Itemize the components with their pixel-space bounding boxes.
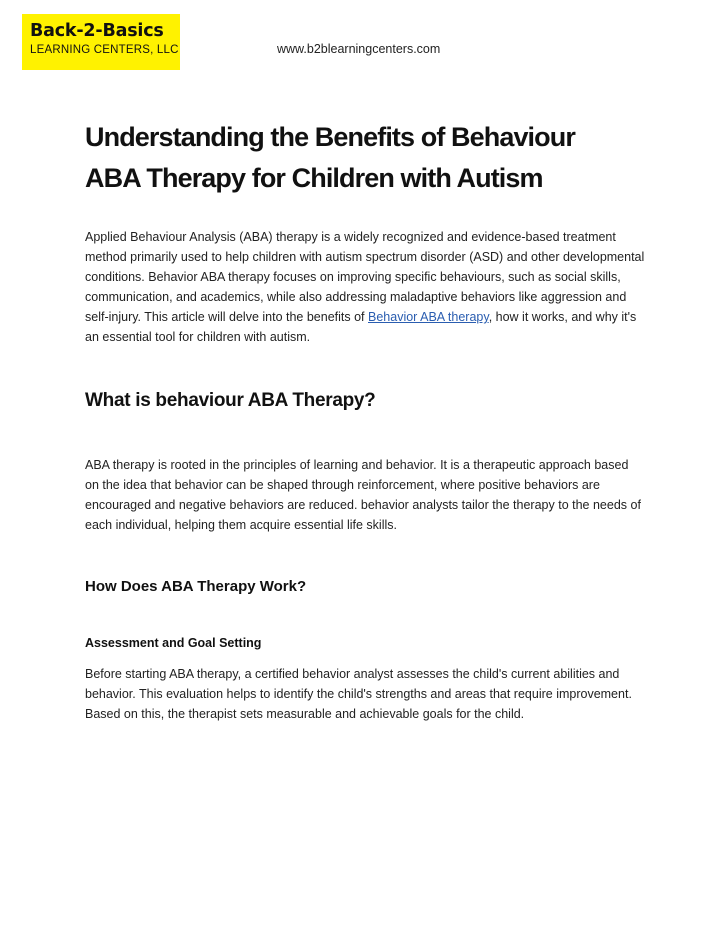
assessment-subheading: Assessment and Goal Setting (85, 636, 262, 650)
title-line-1: Understanding the Benefits of Behaviour (85, 122, 575, 152)
logo-sub-text: LEARNING CENTERS, LLC (30, 44, 179, 56)
what-is-aba-paragraph: ABA therapy is rooted in the principles of learning and behavior. It is a therapeutic approach based on the idea that behavior can be shaped through reinforcement, where positive behaviors are encouraged and negative behaviors are reduced. behavior analysts tailor the therapy to the needs of each individual, helping them acquire essential life skills. (85, 458, 641, 532)
intro-text-after-link: , how it works, and why it's an essential tool for children with autism. (85, 310, 637, 344)
how-aba-works-heading: How Does ABA Therapy Work? (85, 578, 307, 595)
page-title (85, 117, 685, 199)
behavior-aba-therapy-link[interactable]: Behavior ABA therapy (368, 310, 489, 324)
what-is-aba-heading: What is behaviour ABA Therapy? (85, 390, 376, 411)
intro-paragraph (85, 227, 645, 347)
intro-text-before-link: Applied Behaviour Analysis (ABA) therapy is a widely recognized and evidence-based treatment method primarily used to help children with autism spectrum disorder (ASD) and other developmental conditions. Behavior ABA therapy focuses on improving specific behaviours, such as social skills, communication, and academics, while also addressing maladaptive behaviors like aggression and self-injury. This article will delve into the benefits of (85, 230, 645, 324)
assessment-paragraph: Before starting ABA therapy, a certified behavior analyst assesses the child's current abilities and behavior. This evaluation helps to identify the child's strengths and areas that require improvement. Based on this, the therapist sets measurable and achievable goals for the child. (85, 667, 632, 721)
logo-main-text: Back-2-Basics (30, 21, 164, 41)
title-line-2: ABA Therapy for Children with Autism (85, 163, 543, 193)
company-logo (22, 14, 180, 70)
website-url: www.b2blearningcenters.com (277, 42, 441, 56)
